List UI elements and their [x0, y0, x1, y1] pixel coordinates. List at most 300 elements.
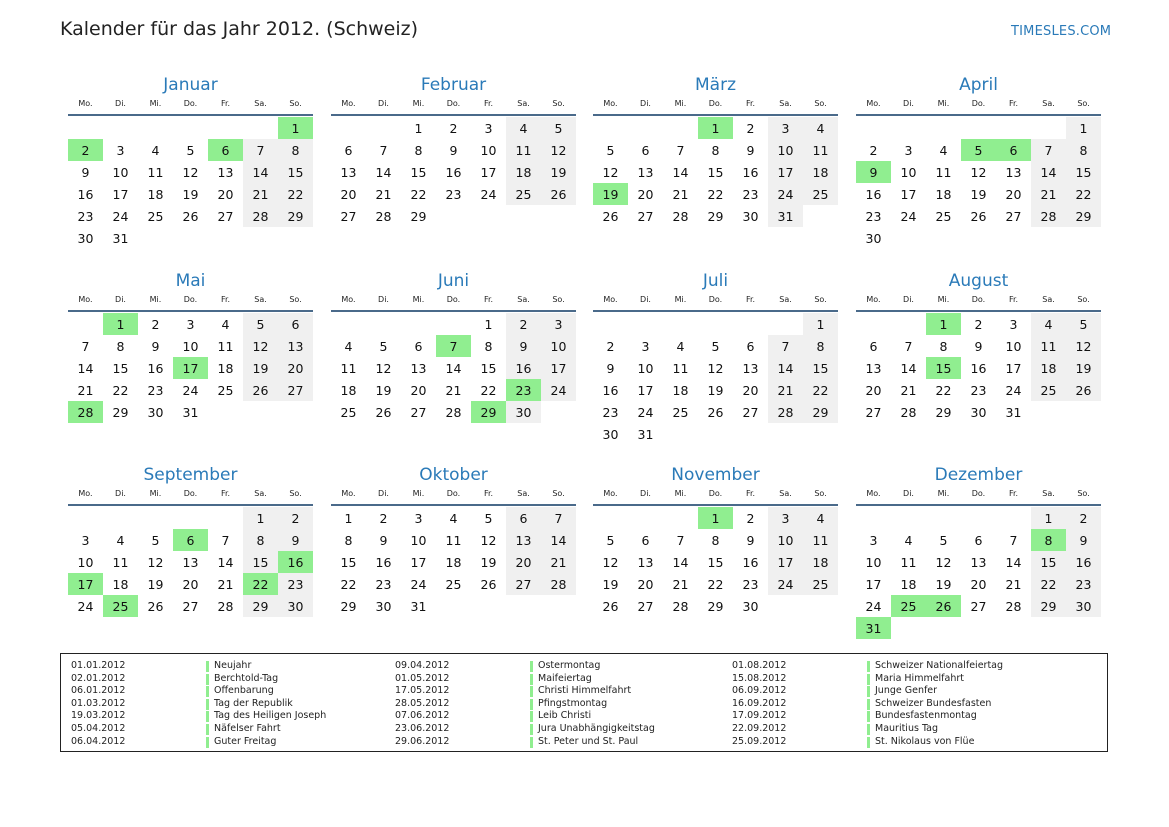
day-cell: 18 — [935, 186, 952, 202]
day-cell: 17 — [480, 164, 497, 180]
holiday-day-cell: 29 — [471, 401, 506, 423]
holiday-date: 01.05.2012 — [395, 672, 450, 684]
weekday-label: Fr. — [483, 489, 494, 498]
day-cell: 13 — [506, 529, 541, 551]
page-title: Kalender für das Jahr 2012. (Schweiz) — [60, 18, 419, 40]
day-cell: 8 — [803, 335, 838, 357]
day-cell: 15 — [1066, 161, 1101, 183]
weekday-label: Mo. — [866, 489, 881, 498]
weekday-label: Mo. — [866, 295, 881, 304]
weekday-label: Do. — [446, 489, 461, 498]
empty-day-cell — [593, 507, 628, 529]
month-name: Juni — [437, 271, 470, 291]
day-cell: 17 — [900, 186, 917, 202]
holiday-marker — [530, 699, 533, 710]
day-cell: 28 — [217, 598, 234, 614]
day-cell: 29 — [1066, 205, 1101, 227]
weekday-label: Mo. — [866, 99, 881, 108]
empty-day-cell — [68, 507, 103, 529]
weekday-label: Mo. — [78, 99, 93, 108]
holiday-date: 23.06.2012 — [395, 722, 450, 734]
weekday-label: Mi. — [937, 99, 950, 108]
day-cell: 24 — [865, 598, 882, 614]
empty-day-cell — [856, 313, 891, 335]
month-block — [68, 463, 313, 617]
holiday-name: Bundesfastenmontag — [875, 710, 977, 722]
day-cell: 10 — [182, 338, 199, 354]
month-divider — [331, 114, 576, 116]
day-cell: 4 — [221, 316, 230, 332]
weekday-label: So. — [814, 489, 827, 498]
day-cell: 22 — [1066, 183, 1101, 205]
day-cell: 1 — [344, 510, 353, 526]
day-grid — [593, 507, 838, 617]
day-cell: 9 — [449, 142, 458, 158]
day-cell: 2 — [606, 338, 615, 354]
day-cell: 1 — [243, 507, 278, 529]
day-cell: 17 — [410, 554, 427, 570]
weekday-label: Mo. — [341, 489, 356, 498]
day-cell: 2 — [869, 142, 878, 158]
legend-row — [395, 698, 655, 711]
holiday-day-cell: 19 — [593, 183, 628, 205]
day-cell: 4 — [803, 507, 838, 529]
day-cell: 4 — [506, 117, 541, 139]
day-cell: 7 — [541, 507, 576, 529]
day-cell: 24 — [182, 382, 199, 398]
weekday-label: Sa. — [254, 489, 267, 498]
day-cell: 24 — [768, 573, 803, 595]
weekday-label: Mi. — [412, 489, 425, 498]
weekday-header — [68, 98, 313, 110]
holiday-date: 17.05.2012 — [395, 685, 450, 697]
holiday-marker — [530, 711, 533, 722]
day-cell: 19 — [541, 161, 576, 183]
holiday-date: 01.01.2012 — [71, 660, 126, 671]
day-cell: 27 — [278, 379, 313, 401]
empty-day-cell — [103, 507, 138, 529]
day-cell: 4 — [116, 532, 125, 548]
day-cell: 31 — [112, 230, 129, 246]
month-block — [331, 73, 576, 227]
day-cell: 27 — [865, 404, 882, 420]
day-cell: 5 — [379, 338, 388, 354]
day-cell: 25 — [217, 382, 234, 398]
holiday-marker — [530, 724, 533, 735]
weekday-label: Do. — [971, 99, 986, 108]
empty-day-cell — [856, 507, 891, 529]
empty-day-cell — [856, 117, 891, 139]
weekday-label: Fr. — [1008, 99, 1019, 108]
empty-day-cell — [961, 507, 996, 529]
day-cell: 18 — [340, 382, 357, 398]
day-cell: 27 — [506, 573, 541, 595]
day-cell: 3 — [869, 532, 878, 548]
holiday-day-cell: 1 — [698, 117, 733, 139]
day-cell: 3 — [1009, 316, 1018, 332]
weekday-label: Di. — [903, 489, 914, 498]
weekday-label: Di. — [640, 295, 651, 304]
day-cell: 14 — [672, 554, 689, 570]
holiday-day-cell: 6 — [173, 529, 208, 551]
day-cell: 22 — [1031, 573, 1066, 595]
empty-day-cell — [68, 117, 103, 139]
day-cell: 15 — [707, 164, 724, 180]
legend-row — [71, 710, 326, 723]
weekday-label: So. — [814, 295, 827, 304]
weekday-label: Di. — [640, 99, 651, 108]
day-cell: 13 — [217, 164, 234, 180]
weekday-label: Sa. — [254, 295, 267, 304]
weekday-label: Mi. — [674, 489, 687, 498]
month-name: Oktober — [419, 465, 488, 485]
holiday-name: St. Peter und St. Paul — [538, 735, 639, 747]
weekday-label: Fr. — [1008, 489, 1019, 498]
holiday-marker — [530, 737, 533, 748]
weekday-label: So. — [1077, 99, 1090, 108]
legend-row — [732, 736, 1003, 749]
day-cell: 9 — [278, 529, 313, 551]
holiday-date: 01.03.2012 — [71, 697, 126, 709]
empty-day-cell — [628, 507, 663, 529]
weekday-label: Sa. — [517, 489, 530, 498]
day-cell: 31 — [768, 205, 803, 227]
day-cell: 18 — [217, 360, 234, 376]
day-cell: 7 — [676, 142, 685, 158]
legend-row — [395, 723, 655, 736]
empty-day-cell — [208, 507, 243, 529]
holiday-date: 15.08.2012 — [732, 672, 787, 684]
day-cell: 9 — [974, 338, 983, 354]
holiday-day-cell: 17 — [68, 573, 103, 595]
day-grid — [856, 507, 1101, 639]
day-cell: 10 — [112, 164, 129, 180]
day-cell: 27 — [1005, 208, 1022, 224]
day-cell: 15 — [112, 360, 129, 376]
day-cell: 4 — [904, 532, 913, 548]
day-cell: 18 — [900, 576, 917, 592]
day-cell: 2 — [746, 510, 755, 526]
day-cell: 6 — [278, 313, 313, 335]
day-cell: 27 — [742, 404, 759, 420]
weekday-header — [331, 98, 576, 110]
day-cell: 12 — [602, 554, 619, 570]
day-cell: 13 — [865, 360, 882, 376]
day-cell: 23 — [445, 186, 462, 202]
holiday-marker — [867, 661, 870, 672]
day-cell: 26 — [1066, 379, 1101, 401]
holiday-marker — [867, 686, 870, 697]
weekday-label: Fr. — [745, 99, 756, 108]
holiday-day-cell: 6 — [996, 139, 1031, 161]
day-cell: 23 — [1066, 573, 1101, 595]
holiday-date: 29.06.2012 — [395, 735, 450, 747]
legend-row — [71, 736, 326, 749]
holiday-name: St. Nikolaus von Flüe — [875, 735, 975, 747]
day-cell: 30 — [742, 598, 759, 614]
day-cell: 21 — [900, 382, 917, 398]
empty-day-cell — [996, 507, 1031, 529]
day-cell: 28 — [375, 208, 392, 224]
day-cell: 8 — [711, 532, 720, 548]
day-cell: 31 — [637, 426, 654, 442]
day-cell: 18 — [445, 554, 462, 570]
weekday-label: Mi. — [674, 295, 687, 304]
day-cell: 15 — [278, 161, 313, 183]
month-divider — [593, 114, 838, 116]
day-cell: 17 — [637, 382, 654, 398]
weekday-label: Di. — [640, 489, 651, 498]
day-grid — [331, 313, 576, 423]
day-cell: 21 — [1005, 576, 1022, 592]
holiday-day-cell: 15 — [926, 357, 961, 379]
day-cell: 25 — [147, 208, 164, 224]
day-cell: 2 — [746, 120, 755, 136]
day-cell: 5 — [1066, 313, 1101, 335]
day-cell: 26 — [602, 208, 619, 224]
day-cell: 18 — [1031, 357, 1066, 379]
weekday-label: Do. — [446, 99, 461, 108]
day-cell: 28 — [1005, 598, 1022, 614]
weekday-label: Di. — [903, 295, 914, 304]
day-cell: 9 — [1066, 529, 1101, 551]
month-name: Dezember — [934, 465, 1023, 485]
day-cell: 21 — [445, 382, 462, 398]
day-cell: 14 — [243, 161, 278, 183]
day-cell: 24 — [637, 404, 654, 420]
day-cell: 3 — [186, 316, 195, 332]
weekday-label: Sa. — [779, 99, 792, 108]
weekday-label: Fr. — [220, 295, 231, 304]
day-grid — [593, 117, 838, 227]
holiday-date: 28.05.2012 — [395, 697, 450, 709]
day-cell: 16 — [506, 357, 541, 379]
day-cell: 11 — [900, 554, 917, 570]
day-cell: 23 — [742, 576, 759, 592]
weekday-label: Fr. — [220, 489, 231, 498]
holiday-day-cell: 1 — [278, 117, 313, 139]
day-cell: 29 — [112, 404, 129, 420]
day-cell: 7 — [676, 532, 685, 548]
day-cell: 2 — [379, 510, 388, 526]
month-divider — [68, 310, 313, 312]
holiday-name: Ostermontag — [538, 660, 601, 671]
weekday-label: Fr. — [483, 295, 494, 304]
holiday-date: 09.04.2012 — [395, 660, 450, 671]
weekday-label: Mo. — [78, 489, 93, 498]
day-cell: 16 — [77, 186, 94, 202]
day-cell: 25 — [506, 183, 541, 205]
day-cell: 14 — [445, 360, 462, 376]
day-cell: 23 — [375, 576, 392, 592]
holiday-name: Maifeiertag — [538, 672, 592, 684]
weekday-label: Mo. — [603, 99, 618, 108]
day-cell: 16 — [742, 164, 759, 180]
day-cell: 19 — [375, 382, 392, 398]
weekday-label: Do. — [971, 489, 986, 498]
day-cell: 15 — [803, 357, 838, 379]
day-cell: 12 — [602, 164, 619, 180]
day-cell: 28 — [672, 208, 689, 224]
day-cell: 21 — [217, 576, 234, 592]
day-cell: 24 — [112, 208, 129, 224]
day-cell: 22 — [278, 183, 313, 205]
day-cell: 2 — [278, 507, 313, 529]
month-name: April — [959, 75, 998, 95]
holiday-marker — [206, 711, 209, 722]
holiday-marker — [530, 661, 533, 672]
day-cell: 16 — [1066, 551, 1101, 573]
day-cell: 12 — [480, 532, 497, 548]
weekday-label: Fr. — [1008, 295, 1019, 304]
day-cell: 9 — [746, 532, 755, 548]
weekday-label: Sa. — [517, 99, 530, 108]
month-divider — [593, 310, 838, 312]
day-grid — [68, 313, 313, 423]
day-cell: 15 — [340, 554, 357, 570]
weekday-header — [856, 98, 1101, 110]
day-cell: 29 — [707, 598, 724, 614]
day-cell: 11 — [340, 360, 357, 376]
month-block — [68, 73, 313, 249]
empty-day-cell — [243, 117, 278, 139]
legend-row — [395, 685, 655, 698]
day-cell: 14 — [672, 164, 689, 180]
day-cell: 9 — [379, 532, 388, 548]
day-cell: 6 — [746, 338, 755, 354]
holiday-date: 17.09.2012 — [732, 710, 787, 722]
legend-row — [71, 685, 326, 698]
day-cell: 30 — [375, 598, 392, 614]
day-cell: 12 — [375, 360, 392, 376]
day-cell: 27 — [217, 208, 234, 224]
day-grid — [856, 117, 1101, 249]
day-cell: 14 — [900, 360, 917, 376]
day-cell: 11 — [803, 529, 838, 551]
holiday-name: Näfelser Fahrt — [214, 722, 281, 734]
day-cell: 21 — [672, 186, 689, 202]
empty-day-cell — [1031, 117, 1066, 139]
day-cell: 5 — [541, 117, 576, 139]
day-cell: 12 — [935, 554, 952, 570]
day-cell: 7 — [768, 335, 803, 357]
empty-day-cell — [891, 507, 926, 529]
weekday-label: Do. — [183, 99, 198, 108]
day-cell: 3 — [768, 507, 803, 529]
day-cell: 5 — [711, 338, 720, 354]
day-cell: 28 — [900, 404, 917, 420]
holiday-marker — [867, 737, 870, 748]
empty-day-cell — [208, 117, 243, 139]
day-cell: 7 — [1009, 532, 1018, 548]
day-cell: 29 — [1031, 595, 1066, 617]
day-cell: 28 — [768, 401, 803, 423]
day-cell: 10 — [410, 532, 427, 548]
day-cell: 2 — [506, 313, 541, 335]
day-grid — [331, 117, 576, 227]
weekday-label: Di. — [378, 295, 389, 304]
legend-row — [71, 698, 326, 711]
day-cell: 13 — [182, 554, 199, 570]
empty-day-cell — [593, 313, 628, 335]
month-block — [593, 269, 838, 445]
day-cell: 3 — [484, 120, 493, 136]
month-block — [331, 463, 576, 617]
day-cell: 27 — [970, 598, 987, 614]
month-block — [593, 463, 838, 617]
holiday-name: Guter Freitag — [214, 735, 277, 747]
empty-day-cell — [331, 313, 366, 335]
day-cell: 18 — [147, 186, 164, 202]
day-cell: 30 — [1066, 595, 1101, 617]
day-cell: 21 — [375, 186, 392, 202]
day-cell: 19 — [480, 554, 497, 570]
day-grid — [593, 313, 838, 445]
day-cell: 20 — [970, 576, 987, 592]
day-cell: 30 — [865, 230, 882, 246]
legend-row — [395, 710, 655, 723]
holiday-legend — [60, 653, 1108, 752]
holiday-name: Mauritius Tag — [875, 722, 939, 734]
day-cell: 5 — [606, 142, 615, 158]
day-cell: 23 — [970, 382, 987, 398]
holiday-marker — [206, 674, 209, 685]
day-cell: 22 — [707, 186, 724, 202]
day-cell: 15 — [1031, 551, 1066, 573]
month-name: September — [143, 465, 238, 485]
weekday-label: Mi. — [937, 489, 950, 498]
day-cell: 19 — [602, 576, 619, 592]
day-cell: 8 — [278, 139, 313, 161]
day-cell: 30 — [147, 404, 164, 420]
day-cell: 19 — [1066, 357, 1101, 379]
day-cell: 27 — [637, 598, 654, 614]
empty-day-cell — [366, 117, 401, 139]
day-cell: 18 — [672, 382, 689, 398]
weekday-label: Di. — [378, 99, 389, 108]
day-cell: 20 — [1005, 186, 1022, 202]
day-cell: 5 — [186, 142, 195, 158]
month-block — [856, 463, 1101, 639]
day-cell: 17 — [112, 186, 129, 202]
day-cell: 7 — [379, 142, 388, 158]
holiday-marker — [206, 724, 209, 735]
day-cell: 17 — [1005, 360, 1022, 376]
month-block — [68, 269, 313, 423]
site-link[interactable]: TIMESLES.COM — [1011, 24, 1112, 39]
day-cell: 11 — [112, 554, 129, 570]
empty-day-cell — [663, 313, 698, 335]
day-cell: 20 — [742, 382, 759, 398]
day-cell: 30 — [506, 401, 541, 423]
day-cell: 30 — [77, 230, 94, 246]
holiday-day-cell: 1 — [103, 313, 138, 335]
day-cell: 28 — [541, 573, 576, 595]
month-block — [856, 269, 1101, 423]
day-cell: 3 — [541, 313, 576, 335]
empty-day-cell — [173, 507, 208, 529]
day-cell: 22 — [112, 382, 129, 398]
day-cell: 31 — [1005, 404, 1022, 420]
weekday-label: So. — [552, 99, 565, 108]
day-cell: 5 — [939, 532, 948, 548]
holiday-date: 25.09.2012 — [732, 735, 787, 747]
weekday-label: Sa. — [1042, 489, 1055, 498]
legend-row — [732, 685, 1003, 698]
holiday-day-cell: 8 — [1031, 529, 1066, 551]
day-cell: 13 — [970, 554, 987, 570]
holiday-name: Schweizer Bundesfasten — [875, 697, 992, 709]
